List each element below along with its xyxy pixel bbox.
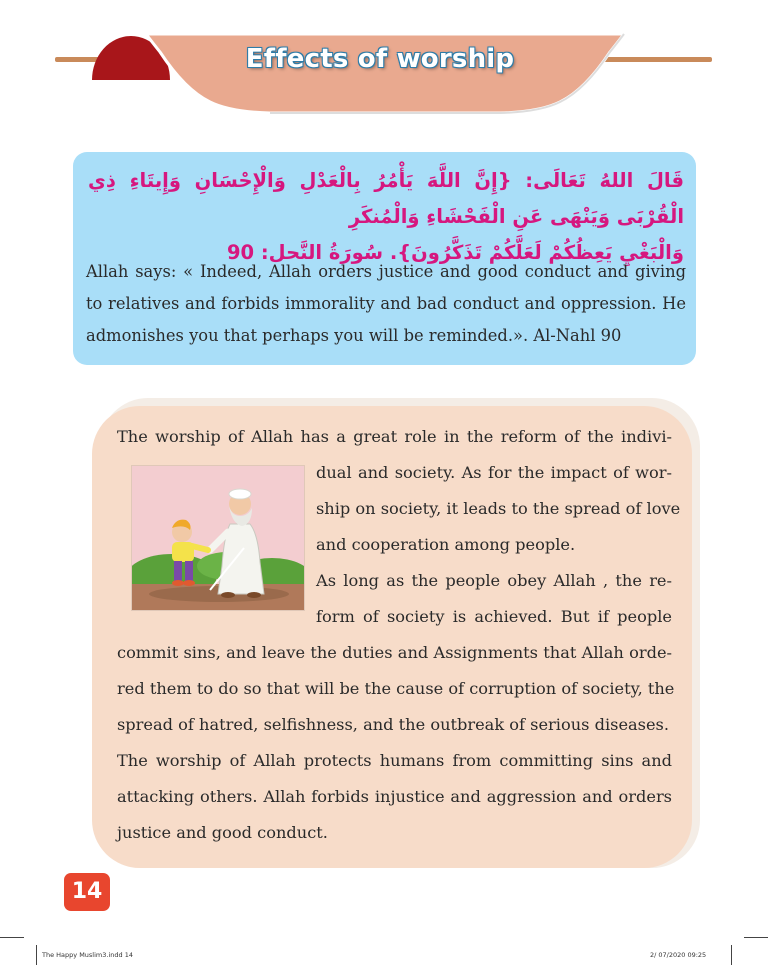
content-line: justice and good conduct. — [117, 823, 328, 842]
crop-mark-right — [744, 937, 768, 938]
translation-line-1: Allah says: « Indeed, Allah orders justice and good conduct and giving — [86, 262, 686, 281]
paragraph-top — [117, 419, 672, 455]
paragraph-beside-image — [316, 455, 681, 635]
crop-mark-left — [0, 937, 24, 938]
grandfather-child-illustration — [131, 465, 305, 611]
footer-timestamp: 2/ 07/2020 09:25 — [650, 951, 707, 959]
page-number-badge: 14 — [64, 873, 110, 911]
arabic-verse-number: 90 — [226, 241, 255, 264]
content-line: As long as the people obey Allah , the re- — [316, 571, 672, 590]
translation-line-2: to relatives and forbids immorality and bad conduct and oppression. He — [86, 294, 686, 313]
paragraph-bottom — [117, 635, 675, 851]
content-line: form of society is achieved. But if people — [316, 607, 672, 626]
content-line: spread of hatred, selfishness, and the outbreak of serious diseases. — [117, 715, 670, 734]
crop-mark-left-vertical — [36, 945, 37, 965]
content-line: commit sins, and leave the duties and Assignments that Allah orde- — [117, 643, 672, 662]
content-line: The worship of Allah protects humans from committing sins and — [117, 751, 672, 770]
content-line: The worship of Allah has a great role in the reform of the indivi- — [117, 427, 672, 446]
arabic-line-1: قَالَ اللهُ تَعَالَى: {إِنَّ اللَّهَ يَأْمُرُ بِالْعَدْلِ وَالْإِحْسَانِ وَإِيتَاءِ ذِي الْقُرْبَى وَيَنْهَى عَنِ الْفَحْشَاءِ وَالْمُنكَرِ — [88, 169, 684, 228]
english-translation — [86, 256, 686, 352]
translation-line-3: admonishes you that perhaps you will be reminded.». Al-Nahl 90 — [86, 326, 622, 345]
content-line: and cooperation among people. — [316, 535, 576, 554]
crop-mark-right-vertical — [731, 945, 732, 965]
arabic-verse — [88, 163, 684, 271]
page-title: Effects of worship — [245, 44, 515, 74]
arabic-line-2: وَالْبَغْيِ يَعِظُكُمْ لَعَلَّكُمْ تَذَكَّرُونَ}. سُورَةُ النَّحل: — [260, 241, 684, 264]
footer-file-name: The Happy Muslim3.indd 14 — [42, 951, 133, 959]
illustration-graphic — [132, 466, 305, 611]
content-line: dual and society. As for the impact of wor- — [316, 463, 672, 482]
content-line: red them to do so that will be the cause of corruption of society, the — [117, 679, 675, 698]
content-line: attacking others. Allah forbids injustice and aggression and orders — [117, 787, 672, 806]
content-line: ship on society, it leads to the spread of love — [316, 499, 681, 518]
